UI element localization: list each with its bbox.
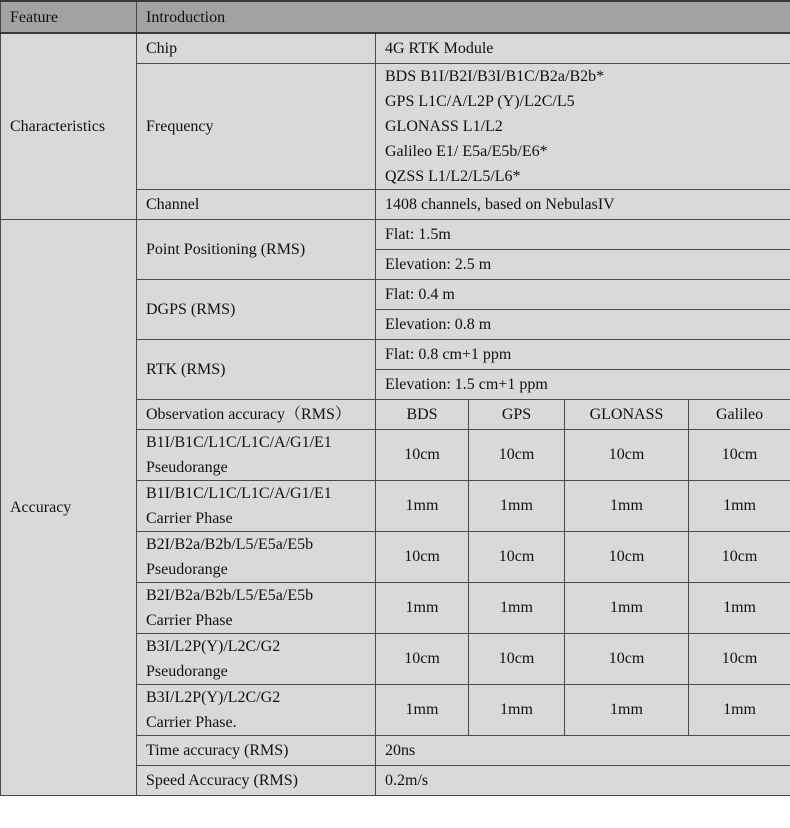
signal-bands: B3I/L2P(Y)/L2C/G2 bbox=[146, 637, 281, 655]
dgps-flat: Flat: 0.4 m bbox=[376, 279, 790, 309]
value-glonass: 10cm bbox=[565, 633, 689, 684]
time-accuracy-value: 20ns bbox=[376, 735, 790, 765]
signal-bands: B3I/L2P(Y)/L2C/G2 bbox=[146, 688, 281, 706]
observation-signal bbox=[137, 684, 376, 735]
channel-value: 1408 channels, based on NebulasIV bbox=[376, 189, 790, 219]
frequency-bds: BDS B1I/B2I/B3I/B1C/B2a/B2b* bbox=[385, 67, 605, 85]
point-positioning-flat-row bbox=[1, 219, 790, 249]
value-bds: 1mm bbox=[376, 582, 469, 633]
value-glonass: 1mm bbox=[565, 582, 689, 633]
observation-col-galileo: Galileo bbox=[689, 399, 790, 429]
value-glonass: 10cm bbox=[565, 429, 689, 480]
observation-signal bbox=[137, 480, 376, 531]
point-positioning-flat: Flat: 1.5m bbox=[376, 219, 790, 249]
value-gps: 10cm bbox=[469, 633, 565, 684]
value-bds: 10cm bbox=[376, 429, 469, 480]
value-gps: 10cm bbox=[469, 531, 565, 582]
measurement-type: Carrier Phase. bbox=[146, 713, 237, 731]
frequency-qzss: QZSS L1/L2/L5/L6* bbox=[385, 167, 521, 185]
value-gps: 10cm bbox=[469, 429, 565, 480]
measurement-type: Carrier Phase bbox=[146, 509, 233, 527]
channel-label: Channel bbox=[137, 189, 376, 219]
frequency-galileo: Galileo E1/ E5a/E5b/E6* bbox=[385, 142, 548, 160]
value-bds: 1mm bbox=[376, 684, 469, 735]
measurement-type: Pseudorange bbox=[146, 458, 228, 476]
observation-signal bbox=[137, 429, 376, 480]
value-galileo: 10cm bbox=[689, 531, 790, 582]
point-positioning-elevation: Elevation: 2.5 m bbox=[376, 249, 790, 279]
signal-bands: B1I/B1C/L1C/L1C/A/G1/E1 bbox=[146, 484, 332, 502]
value-gps: 1mm bbox=[469, 582, 565, 633]
value-galileo: 1mm bbox=[689, 582, 790, 633]
dgps-label: DGPS (RMS) bbox=[137, 279, 376, 339]
observation-col-gps: GPS bbox=[469, 399, 565, 429]
value-bds: 1mm bbox=[376, 480, 469, 531]
speed-accuracy-value: 0.2m/s bbox=[376, 765, 790, 795]
value-glonass: 1mm bbox=[565, 684, 689, 735]
measurement-type: Pseudorange bbox=[146, 662, 228, 680]
rtk-elevation: Elevation: 1.5 cm+1 ppm bbox=[376, 369, 790, 399]
value-galileo: 10cm bbox=[689, 429, 790, 480]
signal-bands: B2I/B2a/B2b/L5/E5a/E5b bbox=[146, 535, 314, 553]
rtk-flat: Flat: 0.8 cm+1 ppm bbox=[376, 339, 790, 369]
frequency-values bbox=[376, 63, 790, 189]
header-feature: Feature bbox=[1, 1, 137, 33]
chip-value: 4G RTK Module bbox=[376, 33, 790, 63]
value-bds: 10cm bbox=[376, 531, 469, 582]
observation-signal bbox=[137, 582, 376, 633]
measurement-type: Carrier Phase bbox=[146, 611, 233, 629]
observation-col-bds: BDS bbox=[376, 399, 469, 429]
measurement-type: Pseudorange bbox=[146, 560, 228, 578]
time-accuracy-label: Time accuracy (RMS) bbox=[137, 735, 376, 765]
header-introduction: Introduction bbox=[137, 1, 790, 33]
speed-accuracy-label: Speed Accuracy (RMS) bbox=[137, 765, 376, 795]
value-gps: 1mm bbox=[469, 684, 565, 735]
frequency-label: Frequency bbox=[137, 63, 376, 189]
observation-signal bbox=[137, 531, 376, 582]
value-glonass: 10cm bbox=[565, 531, 689, 582]
signal-bands: B2I/B2a/B2b/L5/E5a/E5b bbox=[146, 586, 314, 604]
chip-row bbox=[1, 33, 790, 63]
value-bds: 10cm bbox=[376, 633, 469, 684]
frequency-glonass: GLONASS L1/L2 bbox=[385, 117, 503, 135]
observation-label: Observation accuracy（RMS） bbox=[137, 399, 376, 429]
signal-bands: B1I/B1C/L1C/L1C/A/G1/E1 bbox=[146, 433, 332, 451]
dgps-elevation: Elevation: 0.8 m bbox=[376, 309, 790, 339]
point-positioning-label: Point Positioning (RMS) bbox=[137, 219, 376, 279]
observation-signal bbox=[137, 633, 376, 684]
value-galileo: 10cm bbox=[689, 633, 790, 684]
header-row bbox=[1, 1, 790, 33]
frequency-gps: GPS L1C/A/L2P (Y)/L2C/L5 bbox=[385, 92, 575, 110]
value-galileo: 1mm bbox=[689, 684, 790, 735]
value-glonass: 1mm bbox=[565, 480, 689, 531]
accuracy-label: Accuracy bbox=[1, 219, 137, 795]
rtk-label: RTK (RMS) bbox=[137, 339, 376, 399]
characteristics-label: Characteristics bbox=[1, 33, 137, 219]
chip-label: Chip bbox=[137, 33, 376, 63]
value-galileo: 1mm bbox=[689, 480, 790, 531]
observation-col-glonass: GLONASS bbox=[565, 399, 689, 429]
value-gps: 1mm bbox=[469, 480, 565, 531]
